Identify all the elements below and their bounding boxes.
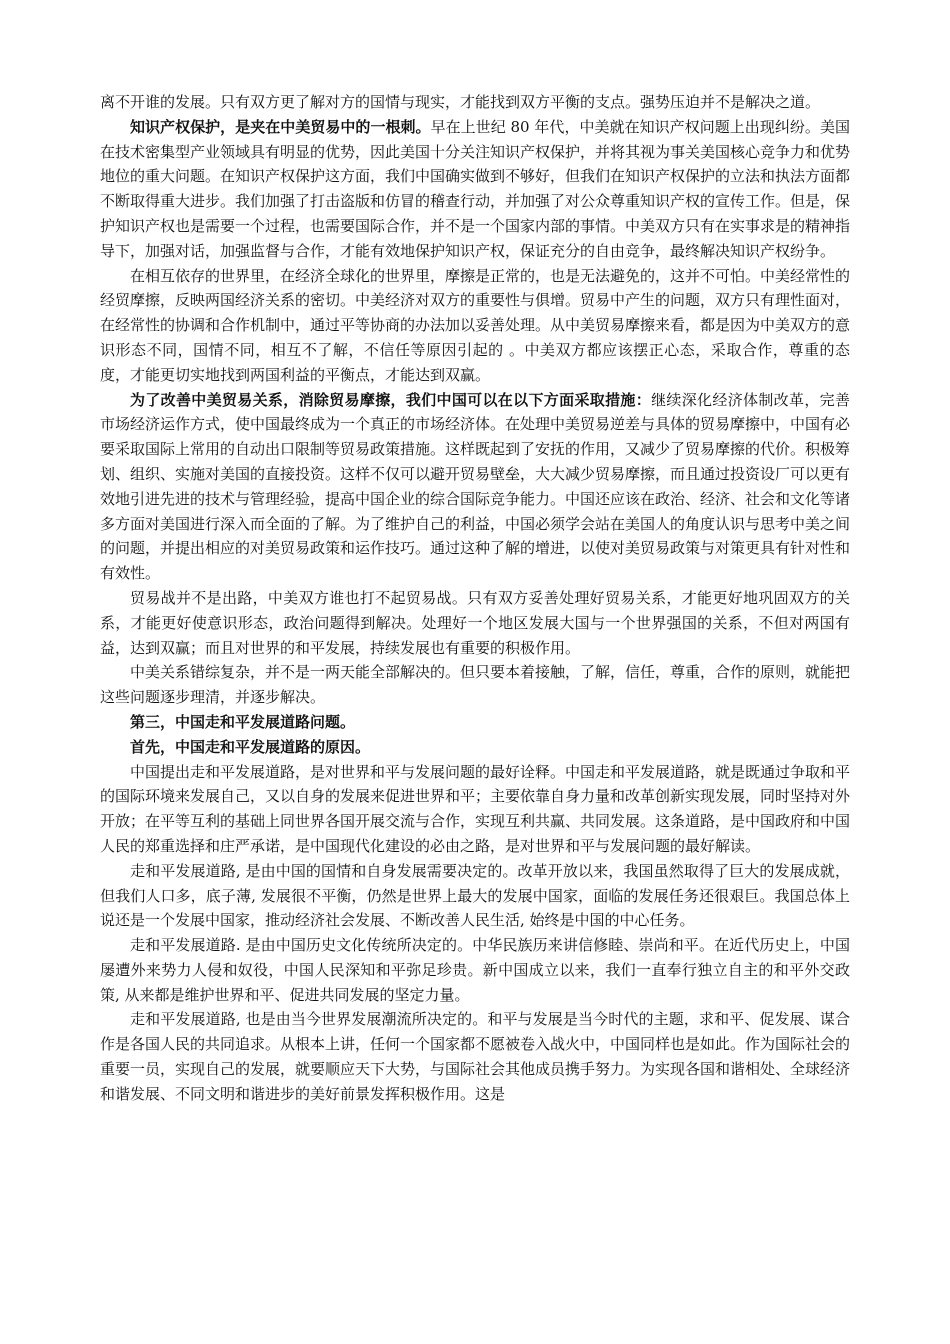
paragraph-continued [100, 90, 850, 115]
paragraph-measures [100, 388, 850, 586]
paragraph-world-trend [100, 1007, 850, 1106]
paragraph-text: 早在上世纪 80 年代，中美就在知识产权问题上出现纠纷。美国在技术密集型产业领域具有明显的优势，因此美国十分关注知识产权保护，并将其视为事关美国核心竞争力和优势地位的重大问题。在知识产权保护这方面，我们中国确实做到不够好，但我们在知识产权保护的立法和执法方面都不断取得重大进步。我们加强了打击盗版和仿冒的稽查行动，并加强了对公众尊重知识产权的宣传工作。但是，保护知识产权也是需要一个过程，也需要国际合作，并不是一个国家内部的事情。中美双方只有在实事求是的精神指导下，加强对话，加强监督与合作，才能有效地保护知识产权，保证充分的自由竞争，最终解决知识产权纷争。 [100, 117, 851, 260]
paragraph-text: 中国提出走和平发展道路，是对世界和平与发展问题的最好诠释。中国走和平发展道路，就是既通过争取和平的国际环境来发展自己，又以自身的发展来促进世界和平；主要依靠自身力量和改革创新实现发展，同时坚持对外开放；在平等互利的基础上同世界各国开展交流与合作，实现互利共赢、共同发展。这条道路，是中国政府和中国人民的郑重选择和庄严承诺，是中国现代化建设的必由之路，是对世界和平与发展问题的最好解读。 [100, 762, 851, 855]
paragraph-friction [100, 264, 850, 388]
paragraph-relations [100, 660, 850, 710]
subsection-heading: 首先，中国走和平发展道路的原因。 [130, 737, 371, 756]
paragraph-text: 走和平发展道路. 是由中国历史文化传统所决定的。中华民族历来讲信修睦、崇尚和平。在近代历史上，中国屡遭外来势力人侵和奴役，中国人民深知和平弥足珍贵。新中国成立以来，我们一直奉行独立自主的和平外交政策, 从来都是维护世界和平、促进共同发展的坚定力量。 [100, 936, 850, 1004]
paragraph-trade-war [100, 586, 850, 660]
paragraph-text: 在相互依存的世界里，在经济全球化的世界里，摩擦是正常的，也是无法避免的，这并不可怕。中美经常性的经贸摩擦，反映两国经济关系的密切。中美经济对双方的重要性与俱增。贸易中产生的问题，双方只有理性面对，在经常性的协调和合作机制中，通过平等协商的办法加以妥善处理。从中美贸易摩擦来看，都是因为中美双方的意识形态不同，国情不同，相互不了解，不信任等原因引起的 。中美双方都应该摆正心态，采取合作，尊重的态度，才能更切实地找到两国利益的平衡点，才能达到双赢。 [100, 266, 851, 384]
paragraph-national-conditions [100, 859, 850, 933]
paragraph-text: 走和平发展道路, 也是由当今世界发展潮流所决定的。和平与发展是当今时代的主题，求和平、促发展、谋合作是各国人民的共同追求。从根本上讲，任何一个国家都不愿被卷入战火中，中国同样也是如此。作为国际社会的重要一员，实现自己的发展，就要顺应天下大势，与国际社会其他成员携手努力。为实现各国和谐相处、全球经济和谐发展、不同文明和谐进步的美好前景发挥积极作用。这是 [100, 1010, 851, 1103]
paragraph-text: 中美关系错综复杂，并不是一两天能全部解决的。但只要本着接触，了解，信任，尊重，合作的原则，就能把这些问题逐步理清，并逐步解决。 [100, 663, 851, 707]
paragraph-text: 贸易战并不是出路，中美双方谁也打不起贸易战。只有双方妥善处理好贸易关系，才能更好地巩固双方的关系，才能更好使意识形态，政治问题得到解决。处理好一个地区发展大国与一个世界强国的关系，不但对两国有益，达到双赢；而且对世界的和平发展，持续发展也有重要的积极作用。 [100, 588, 850, 657]
paragraph-text: 走和平发展道路, 是由中国的国情和自身发展需要决定的。改革开放以来，我国虽然取得了巨大的发展成就，但我们人口多，底子薄, 发展很不平衡，仍然是世界上最大的发展中国家，面临的发展任务还很艰巨。我国总体上说还是一个发展中国家，推动经济社会发展、不断改善人民生活, 始终是中国的中心任务。 [100, 861, 850, 930]
paragraph-lead: 为了改善中美贸易关系，消除贸易摩擦，我们中国可以在以下方面采取措施： [130, 390, 652, 409]
paragraph-lead: 知识产权保护，是夹在中美贸易中的一根刺。 [130, 117, 431, 136]
paragraph-history-culture [100, 933, 850, 1007]
section-heading: 第三，中国走和平发展道路问题。 [130, 712, 356, 731]
paragraph-text: 继续深化经济体制改革，完善市场经济运作方式，使中国最终成为一个真正的市场经济体。在处理中美贸易逆差与具体的贸易摩擦中，中国有必要采取国际上常用的自动出口限制等贸易政策措施。这样既起到了安抚的作用，又减少了贸易摩擦的代价。积极筹划、组织、实施对美国的直接投资。这样不仅可以避开贸易壁垒，大大减少贸易摩擦，而且通过投资设厂可以更有效地引进先进的技术与管理经验，提高中国企业的综合国际竞争能力。中国还应该在政治、经济、社会和文化等诸多方面对美国进行深入而全面的了解。为了维护自己的利益，中国必须学会站在美国人的角度认识与思考中美之间的问题，并提出相应的对美贸易政策和运作技巧。通过这种了解的增进，以使对美贸易政策与对策更具有针对性和有效性。 [100, 390, 851, 583]
document-body [100, 90, 850, 1107]
paragraph-ip-protection [100, 115, 850, 264]
paragraph-peaceful-development [100, 760, 850, 859]
paragraph-text: 离不开谁的发展。只有双方更了解对方的国情与现实，才能找到双方平衡的支点。强势压迫并不是解决之道。 [100, 93, 821, 111]
